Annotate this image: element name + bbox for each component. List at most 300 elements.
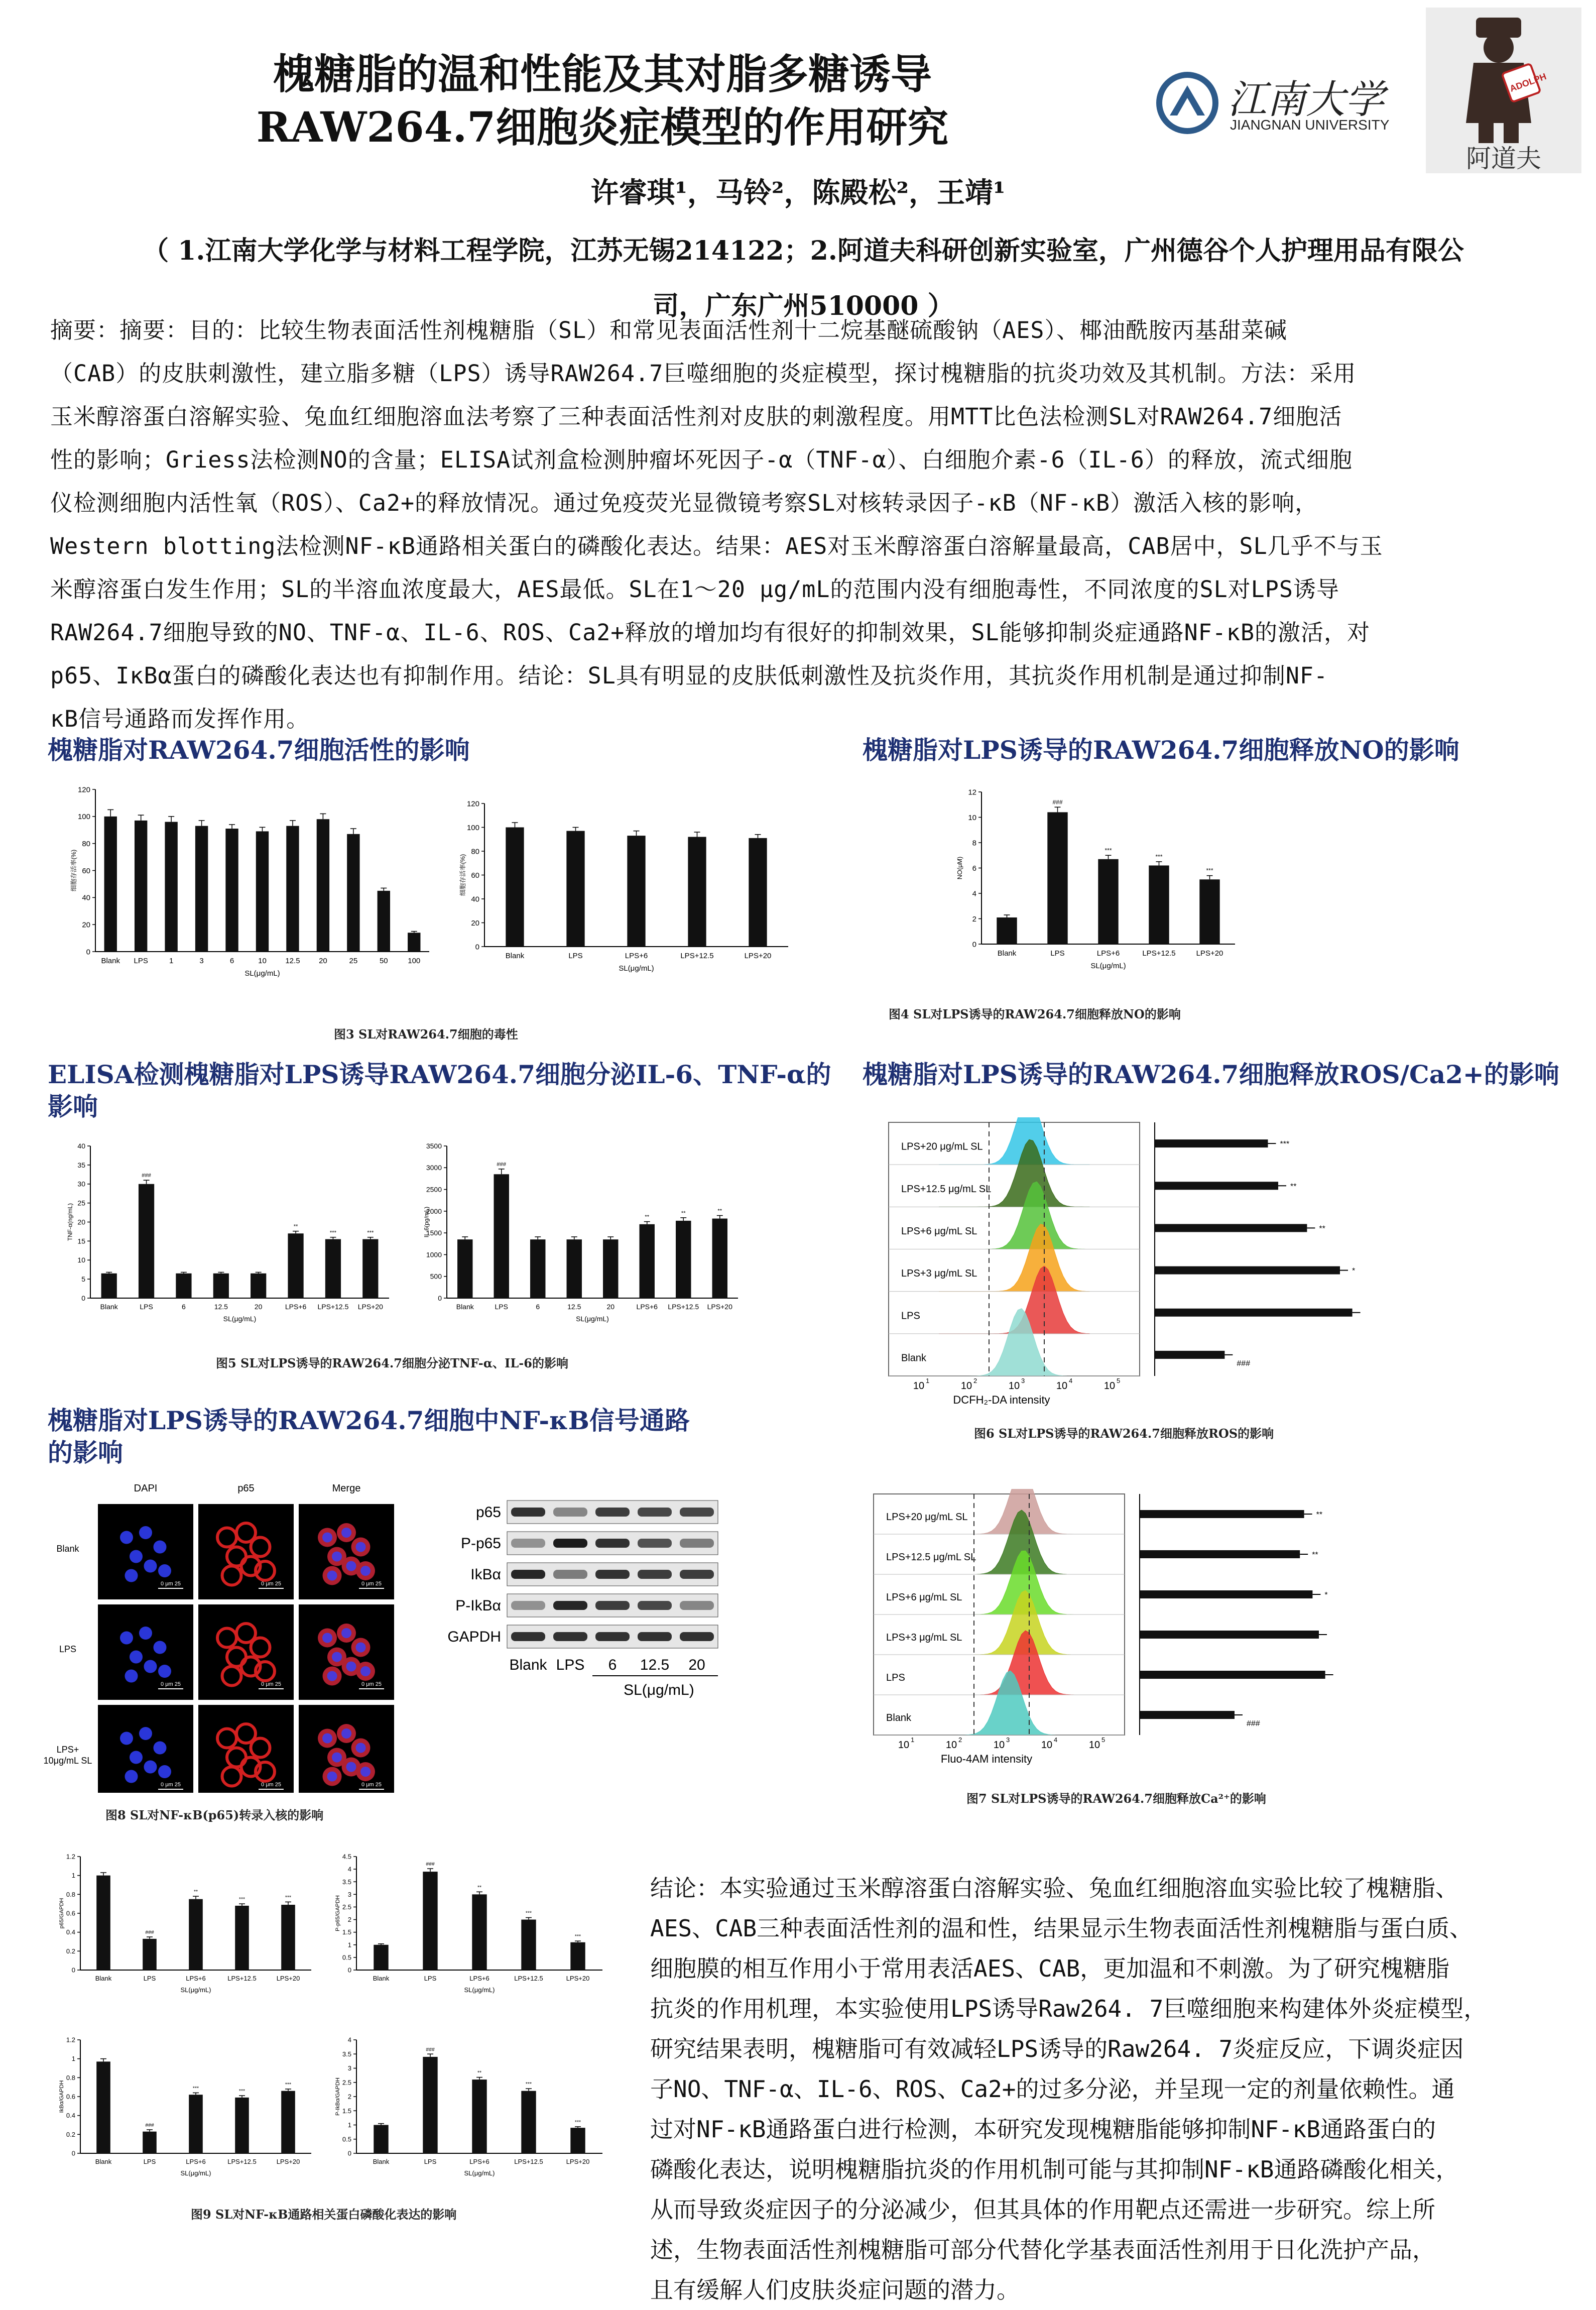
y-tick-label: 1.2 xyxy=(66,2036,75,2044)
x-tick-label: 20 xyxy=(254,1303,263,1311)
blot-band xyxy=(638,1539,672,1548)
significance-label: ** xyxy=(1312,1551,1318,1559)
significance-label: ### xyxy=(1247,1719,1260,1728)
x-tick-label: 12.5 xyxy=(214,1303,228,1311)
nucleus xyxy=(341,1628,351,1638)
conclusion-line: 且有缓解人们皮肤炎症问题的潜力。 xyxy=(650,2276,1020,2303)
authors: 许睿琪¹，马铃²，陈殿松²，王靖¹ xyxy=(590,176,1006,209)
bar xyxy=(688,837,706,947)
y-tick-label: 0 xyxy=(972,940,976,949)
blot-band xyxy=(638,1632,672,1641)
nucleus xyxy=(332,1552,342,1562)
x-axis-label: SL(μg/mL) xyxy=(223,1315,257,1323)
histogram-label: LPS xyxy=(901,1310,920,1322)
blot-band xyxy=(680,1601,714,1610)
chart-fig3-toxicity xyxy=(48,778,439,999)
data-label: *** xyxy=(285,1895,292,1901)
x-tick-label: Blank xyxy=(100,1303,118,1311)
caption-fig8: 图8 SL对NF-κB(p65)转录入核的影响 xyxy=(105,1808,324,1822)
conclusion-line: 研究结果表明，槐糖脂可有效减轻LPS诱导的Raw264. 7炎症反应，下调炎症因 xyxy=(650,2035,1464,2062)
bar xyxy=(567,1239,582,1298)
blot-band xyxy=(638,1601,672,1610)
nucleus xyxy=(130,1550,143,1563)
bar xyxy=(472,1894,486,1970)
bar xyxy=(281,2091,295,2153)
bar xyxy=(423,2057,437,2153)
y-tick-label: 1.2 xyxy=(66,1853,75,1861)
scale-label: 0 μm 25 xyxy=(261,1681,281,1687)
bar xyxy=(408,933,420,952)
adolph-logo-cn: 阿道夫 xyxy=(1466,145,1541,173)
y-axis-label: IL-6(pg/mL) xyxy=(423,1206,430,1238)
log-tick-exponent: 1 xyxy=(926,1377,930,1384)
significance-label: ### xyxy=(1237,1359,1251,1368)
bar xyxy=(256,831,269,952)
significance-label: ** xyxy=(1290,1182,1297,1191)
nucleus xyxy=(327,1772,337,1782)
conclusion-line: 述，生物表面活性剂槐糖脂可部分代替化学基表面活性剂用于日化洗护产品， xyxy=(650,2236,1435,2263)
abstract-line: 米醇溶蛋白发生作用；SL的半溶血浓度最大，AES最低。SL在1～20 μg/mL的范围内没有细胞毒性，不同浓度的SL对LPS诱导 xyxy=(50,576,1339,603)
blot-band xyxy=(680,1632,714,1641)
nucleus xyxy=(144,1660,157,1673)
nucleus xyxy=(139,1627,152,1640)
hbar xyxy=(1140,1631,1319,1639)
caption-fig9: 图9 SL对NF-κB通路相关蛋白磷酸化表达的影响 xyxy=(191,2207,457,2222)
hbar xyxy=(1155,1351,1224,1359)
x-tick-label: LPS+12.5 xyxy=(227,1975,257,1982)
y-tick-label: 3.5 xyxy=(342,2050,351,2058)
nucleus xyxy=(322,1633,332,1643)
chart-fig9-p-ikba xyxy=(311,2029,612,2189)
hbar xyxy=(1140,1711,1235,1719)
chart-fig9-p65 xyxy=(40,1845,321,2006)
abstract xyxy=(50,309,1536,741)
x-tick-label: 100 xyxy=(408,957,421,965)
x-tick-label: 50 xyxy=(379,957,388,965)
y-tick-label: 25 xyxy=(77,1199,85,1207)
data-label: ### xyxy=(426,1862,435,1868)
significance-label: ** xyxy=(1319,1224,1325,1233)
y-tick-label: 35 xyxy=(77,1161,85,1169)
x-axis-label: SL(μg/mL) xyxy=(624,1682,694,1698)
x-tick-label: 10 xyxy=(258,957,267,965)
conclusion-line: 从而导致炎症因子的分泌减少，但其具体的作用靶点还需进一步研究。综上所 xyxy=(650,2196,1435,2223)
bar xyxy=(225,829,238,952)
bar xyxy=(235,1906,249,1970)
data-label: ** xyxy=(293,1223,298,1230)
data-label: *** xyxy=(238,1897,245,1903)
bar xyxy=(189,1899,203,1970)
y-axis-label: p65/GAPDH xyxy=(59,1898,65,1929)
bar xyxy=(712,1219,727,1298)
conclusion-line: 细胞膜的相互作用小于常用表活AES、CAB，更加温和不刺激。为了研究槐糖脂 xyxy=(650,1955,1450,1982)
y-tick-label: 500 xyxy=(430,1272,442,1281)
log-tick-exponent: 4 xyxy=(1054,1736,1058,1744)
log-tick-exponent: 1 xyxy=(911,1736,915,1744)
nucleus xyxy=(158,1564,171,1577)
y-tick-label: 5 xyxy=(81,1275,85,1284)
y-tick-label: 40 xyxy=(82,893,90,902)
hbar xyxy=(1155,1309,1353,1317)
nucleus xyxy=(322,1734,332,1744)
section-heading-ros: 槐糖脂对LPS诱导的RAW264.7细胞释放ROS/Ca2+的影响 xyxy=(863,1060,1559,1089)
protein-label: P-IkBα xyxy=(455,1597,501,1614)
column-label: Merge xyxy=(332,1483,361,1494)
x-tick-label: Blank xyxy=(95,1975,112,1982)
bar xyxy=(506,828,524,947)
y-tick-label: 6 xyxy=(972,864,976,873)
x-tick-label: Blank xyxy=(95,2158,112,2165)
y-tick-label: 2.5 xyxy=(342,1903,351,1911)
nucleus xyxy=(154,1641,167,1654)
blot-band xyxy=(595,1632,630,1641)
nucleus xyxy=(144,1560,157,1573)
x-tick-label: Blank xyxy=(456,1303,474,1311)
bar xyxy=(96,1876,110,1970)
abstract-line: 性的影响；Griess法检测NO的含量；ELISA试剂盒检测肿瘤坏死因子-α（TNF-α）、白细胞介素-6（IL-6）的释放，流式细胞 xyxy=(50,446,1353,473)
histogram-label: LPS+3 μg/mL SL xyxy=(901,1268,977,1280)
bar xyxy=(997,917,1017,944)
data-label: ### xyxy=(142,1173,151,1179)
data-label: *** xyxy=(238,2089,245,2095)
bar xyxy=(135,821,147,952)
nucleus xyxy=(327,1571,337,1581)
y-tick-label: 0 xyxy=(86,948,90,957)
x-tick-label: 3 xyxy=(199,957,204,965)
x-tick-label: LPS+20 xyxy=(707,1303,732,1311)
y-tick-label: 0 xyxy=(438,1294,442,1302)
y-axis-label: NO(μM) xyxy=(956,856,963,880)
x-tick-label: LPS+6 xyxy=(186,1975,206,1982)
hbar xyxy=(1155,1266,1340,1275)
nucleus xyxy=(346,1561,356,1571)
bar xyxy=(640,1224,655,1298)
y-tick-label: 3 xyxy=(347,1890,351,1898)
abstract-line: RAW264.7细胞导致的NO、TNF-α、IL-6、ROS、Ca2+释放的增加均有很好的抑制效果，SL能够抑制炎症通路NF-κB的激活，对 xyxy=(50,619,1371,646)
x-axis-label: SL(μg/mL) xyxy=(619,964,654,973)
y-tick-label: 3.5 xyxy=(342,1878,351,1886)
histogram-label: Blank xyxy=(886,1712,912,1723)
title-line-1: 槐糖脂的温和性能及其对脂多糖诱导 xyxy=(273,50,932,98)
log-tick-exponent: 4 xyxy=(1069,1377,1073,1384)
x-tick-label: Blank xyxy=(997,949,1017,958)
y-tick-label: 1500 xyxy=(426,1229,442,1237)
bar xyxy=(374,2125,388,2154)
protein-label: GAPDH xyxy=(447,1629,501,1645)
x-tick-label: LPS xyxy=(134,957,148,965)
caption-fig5: 图5 SL对LPS诱导的RAW264.7细胞分泌TNF-α、IL-6的影响 xyxy=(216,1356,568,1370)
nucleus xyxy=(120,1732,133,1745)
bar xyxy=(566,831,584,947)
significance-label: *** xyxy=(1280,1140,1290,1149)
y-tick-label: 60 xyxy=(82,866,90,875)
y-tick-label: 0 xyxy=(71,2149,75,2157)
y-tick-label: 0 xyxy=(347,1966,351,1974)
x-tick-label: LPS+6 xyxy=(469,2158,489,2165)
y-tick-label: 0.4 xyxy=(66,1928,75,1936)
bar xyxy=(676,1221,691,1298)
bar xyxy=(570,2128,585,2153)
x-tick-label: LPS+12.5 xyxy=(514,2158,543,2165)
blot-band xyxy=(680,1570,714,1579)
scale-label: 0 μm 25 xyxy=(161,1782,181,1788)
data-label: *** xyxy=(367,1229,374,1236)
section-heading-nfkb-line-1: 槐糖脂对LPS诱导的RAW264.7细胞中NF-κB信号通路 xyxy=(48,1406,690,1435)
x-tick-label: LPS+20 xyxy=(1196,949,1223,958)
bar xyxy=(362,1239,378,1298)
section-heading-viability: 槐糖脂对RAW264.7细胞活性的影响 xyxy=(48,735,470,765)
data-label: ** xyxy=(193,1889,198,1895)
blot-band xyxy=(511,1632,545,1641)
log-tick-label: 10 xyxy=(960,1380,972,1392)
x-axis-label: SL(μg/mL) xyxy=(464,1986,495,1994)
y-tick-label: 4 xyxy=(347,1865,351,1873)
hbar xyxy=(1140,1510,1304,1518)
x-tick-label: 25 xyxy=(349,957,358,965)
y-tick-label: 1 xyxy=(71,2055,75,2063)
chart-fig6-ros-flow xyxy=(879,1117,1406,1411)
scale-label: 0 μm 25 xyxy=(361,1782,382,1788)
bar xyxy=(176,1274,191,1298)
section-heading-no: 槐糖脂对LPS诱导的RAW264.7细胞释放NO的影响 xyxy=(863,735,1459,765)
blot-band xyxy=(680,1508,714,1517)
hbar xyxy=(1155,1224,1307,1232)
y-tick-label: 0 xyxy=(71,1966,75,1974)
log-tick-exponent: 3 xyxy=(1021,1377,1025,1384)
row-label: LPS+ xyxy=(56,1745,79,1755)
bar xyxy=(101,1274,117,1298)
x-tick-label: LPS+6 xyxy=(186,2158,206,2165)
bar xyxy=(235,2098,249,2153)
nucleus xyxy=(356,1643,366,1653)
affiliation-line-2: 司，广东广州510000 ） xyxy=(653,291,954,321)
log-tick-exponent: 2 xyxy=(973,1377,977,1384)
chart-fig9-ikba xyxy=(40,2029,321,2189)
histogram-peak xyxy=(939,1309,1089,1376)
y-tick-label: 1.5 xyxy=(342,2107,351,2115)
significance-label: ** xyxy=(1316,1511,1323,1519)
conclusion-line: 过对NF-κB通路蛋白进行检测，本研究发现槐糖脂能够抑制NF-κB通路蛋白的 xyxy=(650,2116,1436,2143)
log-tick-exponent: 5 xyxy=(1101,1736,1106,1744)
blot-band xyxy=(680,1539,714,1548)
histogram-label: LPS xyxy=(886,1672,905,1683)
bar xyxy=(457,1239,472,1298)
abstract-line: Western blotting法检测NF-κB通路相关蛋白的磷酸化表达。结果：AES对玉米醇溶蛋白溶解量最高，CAB居中，SL几乎不与玉 xyxy=(50,533,1383,559)
y-tick-label: 4 xyxy=(347,2036,351,2044)
bar xyxy=(347,834,359,952)
x-axis-label: SL(μg/mL) xyxy=(180,2169,211,2177)
blot-band xyxy=(511,1539,545,1548)
x-tick-label: 20 xyxy=(606,1303,615,1311)
conclusion xyxy=(650,1868,1569,2310)
y-tick-label: 20 xyxy=(471,918,479,928)
bar xyxy=(139,1184,154,1298)
conclusion-line: 子NO、TNF-α、IL-6、ROS、Ca2+的过多分泌，并呈现一定的剂量依赖性。通 xyxy=(650,2075,1455,2103)
nucleus xyxy=(360,1767,371,1777)
x-tick-label: Blank xyxy=(373,2158,390,2165)
y-tick-label: 30 xyxy=(77,1180,85,1188)
log-tick-label: 10 xyxy=(945,1740,957,1751)
nucleus xyxy=(346,1662,356,1672)
blot-band xyxy=(553,1508,587,1517)
column-label: p65 xyxy=(237,1483,255,1494)
significance-label: * xyxy=(1352,1266,1356,1276)
blot-band xyxy=(595,1570,630,1579)
chart-fig5-tnf xyxy=(48,1135,399,1346)
bar xyxy=(1199,879,1219,944)
jiangnan-logo-en: JIANGNAN UNIVERSITY xyxy=(1230,117,1390,133)
x-tick-label: LPS xyxy=(143,2158,156,2165)
bar xyxy=(251,1274,266,1298)
histogram-label: LPS+12.5 μg/mL SL xyxy=(901,1183,992,1195)
x-axis-label: Fluo-4AM intensity xyxy=(940,1753,1033,1765)
nucleus xyxy=(144,1761,157,1774)
bar xyxy=(325,1239,341,1298)
y-tick-label: 4.5 xyxy=(342,1853,351,1861)
log-tick-label: 10 xyxy=(993,1740,1005,1751)
log-tick-label: 10 xyxy=(898,1740,910,1751)
bar xyxy=(494,1174,509,1298)
western-blot xyxy=(442,1491,793,1717)
nucleus xyxy=(130,1751,143,1764)
x-tick-label: LPS+12.5 xyxy=(680,952,714,960)
blot-band xyxy=(511,1508,545,1517)
bar xyxy=(749,838,767,947)
bar xyxy=(378,891,390,952)
blot-band xyxy=(638,1570,672,1579)
scale-label: 0 μm 25 xyxy=(161,1681,181,1687)
y-tick-label: 0.6 xyxy=(66,2093,75,2101)
nucleus xyxy=(154,1742,167,1755)
histogram-label: LPS+20 μg/mL SL xyxy=(886,1512,968,1523)
abstract-line: 摘要：摘要：目的：比较生物表面活性剂槐糖脂（SL）和常见表面活性剂十二烷基醚硫酸钠（AES）、椰油酰胺丙基甜菜碱 xyxy=(50,317,1287,343)
data-label: ** xyxy=(717,1208,722,1214)
y-tick-label: 0.6 xyxy=(66,1909,75,1917)
log-tick-exponent: 2 xyxy=(958,1736,962,1744)
x-tick-label: LPS xyxy=(424,1975,437,1982)
bar xyxy=(627,836,645,947)
bar xyxy=(189,2095,203,2153)
nucleus xyxy=(356,1542,366,1552)
log-tick-exponent: 5 xyxy=(1117,1377,1121,1384)
section-heading-nfkb xyxy=(48,1405,690,1469)
nucleus xyxy=(158,1665,171,1678)
y-tick-label: 1000 xyxy=(426,1250,442,1259)
data-label: ### xyxy=(426,2047,435,2053)
y-tick-label: 0.5 xyxy=(342,2135,351,2143)
nucleus xyxy=(356,1743,366,1753)
conclusion-line: 结论：本实验通过玉米醇溶蛋白溶解实验、兔血红细胞溶血实验比较了槐糖脂、 xyxy=(650,1875,1458,1902)
blot-band xyxy=(553,1632,587,1641)
adolph-logo xyxy=(1426,8,1581,173)
y-tick-label: 0.4 xyxy=(66,2112,75,2120)
y-tick-label: 3500 xyxy=(426,1141,442,1150)
x-tick-label: LPS xyxy=(140,1303,153,1311)
x-axis-label: DCFH₂-DA intensity xyxy=(953,1394,1050,1406)
x-tick-label: LPS+6 xyxy=(469,1975,489,1982)
y-tick-label: 2 xyxy=(347,1916,351,1924)
nucleus xyxy=(360,1666,371,1676)
caption-fig4: 图4 SL对LPS诱导的RAW264.7细胞释放NO的影响 xyxy=(889,1007,1181,1021)
x-axis-label: SL(μg/mL) xyxy=(244,969,280,978)
histogram-label: Blank xyxy=(901,1352,927,1364)
data-label: *** xyxy=(574,1934,581,1940)
column-label: DAPI xyxy=(134,1483,158,1494)
hbar xyxy=(1140,1550,1300,1558)
scale-label: 0 μm 25 xyxy=(261,1782,281,1788)
blot-band xyxy=(511,1601,545,1610)
blot-band xyxy=(638,1508,672,1517)
histogram-label: LPS+6 μg/mL SL xyxy=(901,1226,977,1237)
data-label: ** xyxy=(681,1210,686,1216)
abstract-line: p65、IκBα蛋白的磷酸化表达也有抑制作用。结论：SL具有明显的皮肤低刺激性及抗炎作用，其抗炎作用机制是通过抑制NF- xyxy=(50,662,1328,689)
data-label: *** xyxy=(1155,853,1163,860)
y-tick-label: 0.8 xyxy=(66,2073,75,2082)
data-label: *** xyxy=(574,2119,581,2125)
y-tick-label: 0 xyxy=(347,2149,351,2157)
lane-label: 6 xyxy=(608,1657,617,1673)
histogram-label: LPS+20 μg/mL SL xyxy=(901,1141,983,1152)
nucleus xyxy=(130,1651,143,1664)
nucleus xyxy=(322,1533,332,1543)
x-tick-label: LPS+20 xyxy=(566,1975,590,1982)
y-tick-label: 1 xyxy=(347,2121,351,2129)
micrograph-panel xyxy=(98,1705,193,1793)
scale-label: 0 μm 25 xyxy=(361,1581,382,1587)
nucleus xyxy=(341,1528,351,1538)
y-tick-label: 40 xyxy=(471,895,479,904)
abstract-line: 玉米醇溶蛋白溶解实验、兔血红细胞溶血法考察了三种表面活性剂对皮肤的刺激程度。用MTT比色法检测SL对RAW264.7细胞活 xyxy=(50,403,1342,430)
y-tick-label: 2 xyxy=(347,2093,351,2101)
nucleus xyxy=(332,1753,342,1763)
caption-fig3: 图3 SL对RAW264.7细胞的毒性 xyxy=(334,1027,518,1042)
y-tick-label: 60 xyxy=(471,871,479,880)
title-line-2: RAW264.7细胞炎症模型的作用研究 xyxy=(256,103,949,152)
bar xyxy=(143,2132,157,2153)
y-tick-label: 1 xyxy=(347,1941,351,1949)
abstract-line: κB信号通路而发挥作用。 xyxy=(50,706,310,732)
x-tick-label: 12.5 xyxy=(567,1303,581,1311)
hbar xyxy=(1140,1671,1325,1679)
nucleus xyxy=(125,1770,138,1783)
histogram-label: LPS+6 μg/mL SL xyxy=(886,1592,962,1603)
x-tick-label: LPS xyxy=(568,952,583,960)
y-tick-label: 20 xyxy=(77,1218,85,1226)
nucleus xyxy=(154,1541,167,1554)
bar xyxy=(281,1905,295,1970)
y-axis-label: TNF-α(ng/mL) xyxy=(66,1203,74,1241)
y-tick-label: 3000 xyxy=(426,1164,442,1172)
data-label: *** xyxy=(285,2082,292,2088)
abstract-line: （CAB）的皮肤刺激性，建立脂多糖（LPS）诱导RAW264.7巨噬细胞的炎症模型，探讨槐糖脂的抗炎功效及其机制。方法：采用 xyxy=(50,360,1357,387)
row-label: Blank xyxy=(56,1544,79,1554)
y-axis-label: P-p65/GAPDH xyxy=(335,1895,341,1931)
section-heading-elisa-line-1: ELISA检测槐糖脂对LPS诱导RAW264.7细胞分泌IL-6、TNF-α的 xyxy=(48,1060,831,1089)
chart-fig4-no xyxy=(934,781,1245,992)
data-label: *** xyxy=(192,2086,199,2092)
x-tick-label: LPS xyxy=(495,1303,508,1311)
x-tick-label: LPS+20 xyxy=(276,2158,300,2165)
y-tick-label: 8 xyxy=(972,839,976,848)
x-tick-label: LPS xyxy=(424,2158,437,2165)
hbar xyxy=(1155,1182,1278,1190)
x-tick-label: LPS+6 xyxy=(625,952,648,960)
x-axis-label: SL(μg/mL) xyxy=(464,2169,495,2177)
x-tick-label: LPS+12.5 xyxy=(668,1303,699,1311)
bar xyxy=(1098,859,1118,944)
data-label: ### xyxy=(497,1161,507,1168)
bar xyxy=(374,1945,388,1970)
